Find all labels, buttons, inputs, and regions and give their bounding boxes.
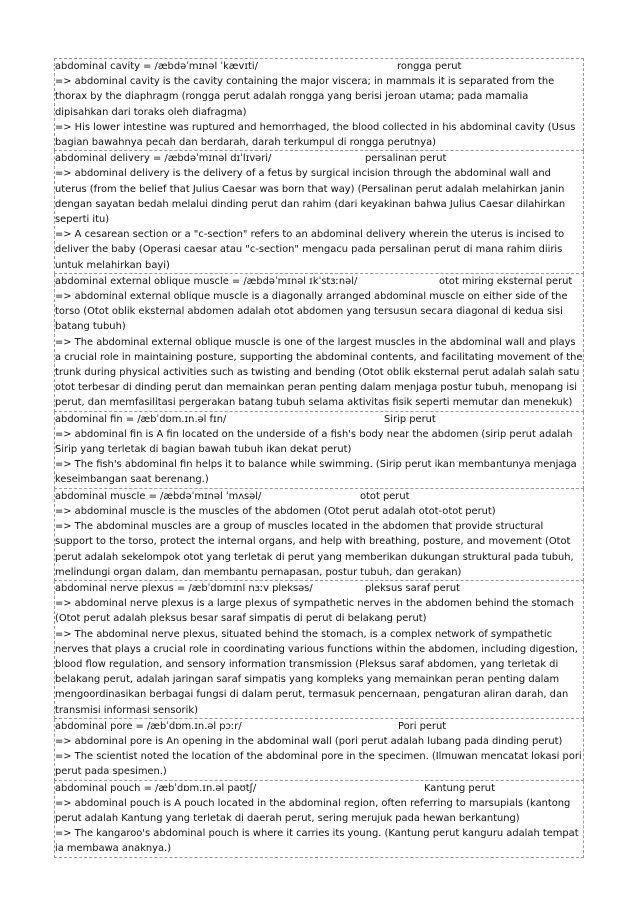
example-line: => The abdominal external oblique muscle is one of the largest muscles in the abdominal wall and plays a crucial role in maintaining posture, supporting the abdominal contents, and facilitating movement of the trunk during physical activities such as twisting and bending (Otot oblik eksternal perut adalah salah satu otot terbesar di dinding perut dan memainkan peran penting dalam menjaga postur tubuh, menopang isi perut, dan memfasilitasi pergerakan batang tubuh selama aktivitas fisik seperti memutar dan menekuk) <box>55 336 583 409</box>
entry-term: abdominal pouch = /æbˈdɒm.ɪn.əl paʊtʃ/ <box>55 782 257 794</box>
definition-line: => abdominal cavity is the cavity containing the major viscera; in mammals it is separated from the thorax by the diaphragm (rongga perut adalah rongga yang berisi jeroan utama; pada mamalia dipisahkan dari toraks oleh diafragma) <box>55 76 555 118</box>
dictionary-page <box>54 58 584 858</box>
entry-translation: Sirip perut <box>384 413 436 425</box>
entry-abdominal-external-oblique-muscle <box>54 274 584 412</box>
entry-header <box>55 581 583 596</box>
entry-header <box>55 151 583 166</box>
entry-abdominal-muscle <box>54 489 584 581</box>
example-line: => The abdominal muscles are a group of muscles located in the abdomen that provide structural support to the torso, protect the internal organs, and help with breathing, posture, and movement (Otot perut adalah sekelompok otot yang terletak di perut yang memberikan dukungan struktural pada tubuh, melindungi organ dalam, dan membantu pernapasan, postur tubuh, dan gerakan) <box>55 521 574 578</box>
entry-translation: otot miring eksternal perut <box>439 275 573 287</box>
example-line: => The scientist noted the location of the abdominal pore in the specimen. (Ilmuwan mencatat lokasi pori perut pada spesimen.) <box>55 751 582 778</box>
definition-line: => abdominal delivery is the delivery of a fetus by surgical incision through the abdominal wall and uterus (from the belief that Julius Caesar was born that way) (Persalinan perut adalah melahirkan janin dengan sayatan bedah melalui dinding perut dan rahim (dari keyakinan bahwa Julius Caesar dilahirkan seperti itu) <box>55 168 566 226</box>
entry-translation: Pori perut <box>398 720 447 732</box>
entry-term: abdominal delivery = /æbdəˈmɪnəl dɪˈlɪvəri/ <box>55 153 272 165</box>
entry-header <box>55 489 583 504</box>
example-line: => The fish's abdominal fin helps it to balance while swimming. (Sirip perut ikan membantunya menjaga keseimbangan saat berenang.) <box>55 459 577 486</box>
definition-line: => abdominal nerve plexus is a large plexus of sympathetic nerves in the abdomen behind the stomach (Otot perut adalah pleksus besar saraf simpatis di perut di belakang perut) <box>55 598 574 625</box>
entry-translation: persalinan perut <box>365 153 447 165</box>
entry-header <box>55 412 583 427</box>
example-line: => His lower intestine was ruptured and hemorrhaged, the blood collected in his abdominal cavity (Usus bagian bawahnya pecah dan berdarah, darah terkumpul di rongga perutnya) <box>55 121 576 149</box>
definition-line: => abdominal fin is A fin located on the underside of a fish's body near the abdomen (sirip perut adalah Sirip yang terletak di bagian bawah tubuh ikan dekat perut) <box>55 428 573 456</box>
entry-translation: rongga perut <box>397 61 462 72</box>
entry-translation: otot perut <box>360 490 410 502</box>
entry-translation: Kantung perut <box>424 782 495 794</box>
entry-abdominal-nerve-plexus <box>54 581 584 719</box>
example-line: => The abdominal nerve plexus, situated behind the stomach, is a complex network of sympathetic nerves that plays a crucial role in coordinating various functions within the abdomen, including digestion, blood flow regulation, and sensory information transmission (Pleksus saraf abdomen, yang terletak di belakang perut, adalah jaringan saraf simpatis yang kompleks yang memainkan peran penting dalam mengoordinasikan berbagai fungsi di dalam perut, termasuk pencernaan, pengaturan aliran darah, dan transmisi informasi sensorik) <box>55 628 578 716</box>
entry-term: abdominal fin = /æbˈdɒm.ɪn.əl fɪn/ <box>55 413 227 425</box>
definition-line: => abdominal muscle is the muscles of the abdomen (Otot perut adalah otot-otot perut) <box>55 505 496 517</box>
entry-header <box>55 781 583 796</box>
entry-abdominal-cavity <box>54 58 584 151</box>
example-line: => The kangaroo's abdominal pouch is where it carries its young. (Kantung perut kanguru adalah tempat ia membawa anaknya.) <box>55 828 579 855</box>
definition-line: => abdominal external oblique muscle is a diagonally arranged abdominal muscle on either side of the torso (Otot oblik eksternal abdomen adalah otot abdomen yang tersusun secara diagonal di kedua sisi batang tubuh) <box>55 291 568 333</box>
entry-term: abdominal nerve plexus = /æbˈdɒmɪnl nɜːv pleksəs/ <box>55 582 313 594</box>
entry-abdominal-delivery <box>54 151 584 274</box>
entry-term: abdominal external oblique muscle = /æbdəˈmɪnəl ɪkˈstɜːnəl/ <box>55 275 358 287</box>
entry-translation: pleksus saraf perut <box>365 582 460 594</box>
entry-term: abdominal muscle = /æbdəˈmɪnəl ˈmʌsəl/ <box>55 490 262 502</box>
entry-header <box>55 719 583 734</box>
definition-line: => abdominal pouch is A pouch located in the abdominal region, often referring to marsupials (kantong perut adalah Kantung yang terletak di daerah perut, sering merujuk pada hewan berkantung) <box>55 797 571 824</box>
entry-abdominal-pouch <box>54 781 584 858</box>
definition-line: => abdominal pore is An opening in the abdominal wall (pori perut adalah lubang pada dinding perut) <box>55 735 563 747</box>
entry-term: abdominal pore = /æbˈdɒm.ɪn.əl pɔːr/ <box>55 720 242 732</box>
entry-abdominal-pore <box>54 719 584 781</box>
entry-header <box>55 274 583 289</box>
entry-abdominal-fin <box>54 412 584 489</box>
entry-term: abdominal cavity = /æbdəˈmɪnəl ˈkævɪti/ <box>55 61 258 72</box>
example-line: => A cesarean section or a "c-section" refers to an abdominal delivery wherein the uterus is incised to deliver the baby (Operasi caesar atau "c-section" mengacu pada persalinan perut di mana rahim diiris untuk melahirkan bayi) <box>55 229 565 271</box>
entry-header <box>55 59 583 74</box>
